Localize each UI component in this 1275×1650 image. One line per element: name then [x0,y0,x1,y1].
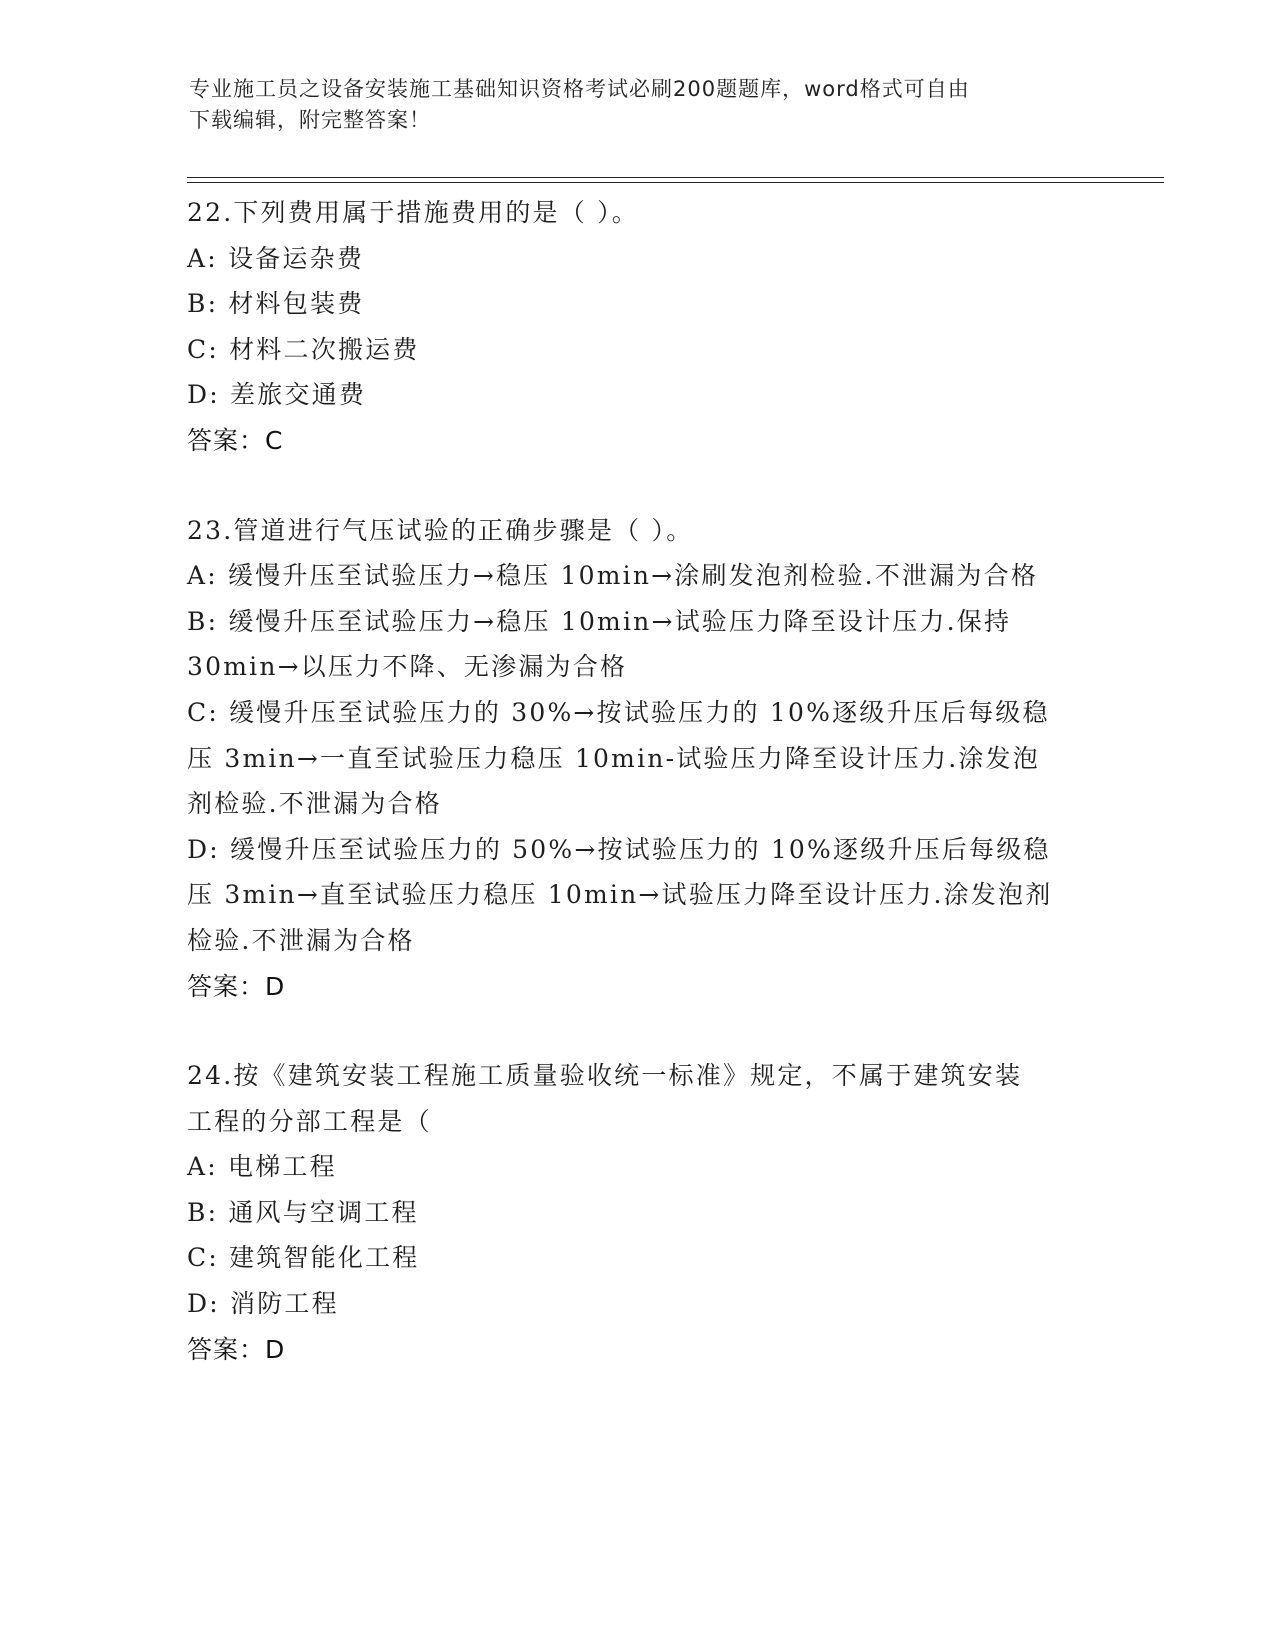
answer-label: 答案： [187,971,266,1001]
answer-line [187,1327,1087,1373]
option-c-line-3: 剂检验.不泄漏为合格 [187,789,442,819]
option-c-line-2: 压 3min→一直至试验压力稳压 10min-试验压力降至设计压力.涂发泡 [187,743,1040,773]
question-stem-line-1: 24.按《建筑安装工程施工质量验收统一标准》规定，不属于建筑安装 [187,1061,1023,1091]
option-b: B: 通风与空调工程 [187,1197,419,1227]
option-b [187,599,1087,690]
option-c: C: 材料二次搬运费 [187,334,420,364]
answer-line [187,964,1087,1010]
answer-value: C [265,425,284,455]
document-header [189,74,1089,136]
option-a: A: 电梯工程 [187,1152,337,1182]
question-22 [187,190,1087,464]
option-d [187,827,1087,964]
question-24 [187,1053,1087,1372]
option-b: B: 材料包装费 [187,289,365,319]
option-c: C: 建筑智能化工程 [187,1243,420,1273]
option-d-line-2: 压 3min→直至试验压力稳压 10min→试验压力降至设计压力.涂发泡剂 [187,880,1053,910]
question-stem-line-2: 工程的分部工程是（ [187,1106,432,1136]
option-a: A: 缓慢升压至试验压力→稳压 10min→涂刷发泡剂检验.不泄漏为合格 [187,561,1039,591]
header-line-1: 专业施工员之设备安装施工基础知识资格考试必刷200题题库，word格式可自由 [189,77,970,101]
option-d: D: 消防工程 [187,1289,339,1319]
answer-value: D [265,971,286,1001]
answer-label: 答案： [187,1334,266,1364]
option-c-line-1: C: 缓慢升压至试验压力的 30%→按试验压力的 10%逐级升压后每级稳 [187,697,1050,727]
header-line-2: 下载编辑，附完整答案！ [189,108,431,132]
option-d: D: 差旅交通费 [187,380,367,410]
answer-label: 答案： [187,425,266,455]
question-list [187,190,1087,1416]
answer-line [187,418,1087,464]
option-d-line-1: D: 缓慢升压至试验压力的 50%→按试验压力的 10%逐级升压后每级稳 [187,834,1051,864]
answer-value: D [265,1334,286,1364]
question-23 [187,508,1087,1010]
option-b-line-1: B: 缓慢升压至试验压力→稳压 10min→试验压力降至设计压力.保持 [187,606,1012,636]
header-double-rule [187,177,1164,183]
question-stem: 22.下列费用属于措施费用的是（ ）。 [187,198,640,227]
option-a: A: 设备运杂费 [187,243,365,273]
option-c [187,690,1087,827]
question-stem: 23.管道进行气压试验的正确步骤是（ ）。 [187,515,694,545]
option-b-line-2: 30min→以压力不降、无渗漏为合格 [187,652,628,682]
option-d-line-3: 检验.不泄漏为合格 [187,925,415,955]
